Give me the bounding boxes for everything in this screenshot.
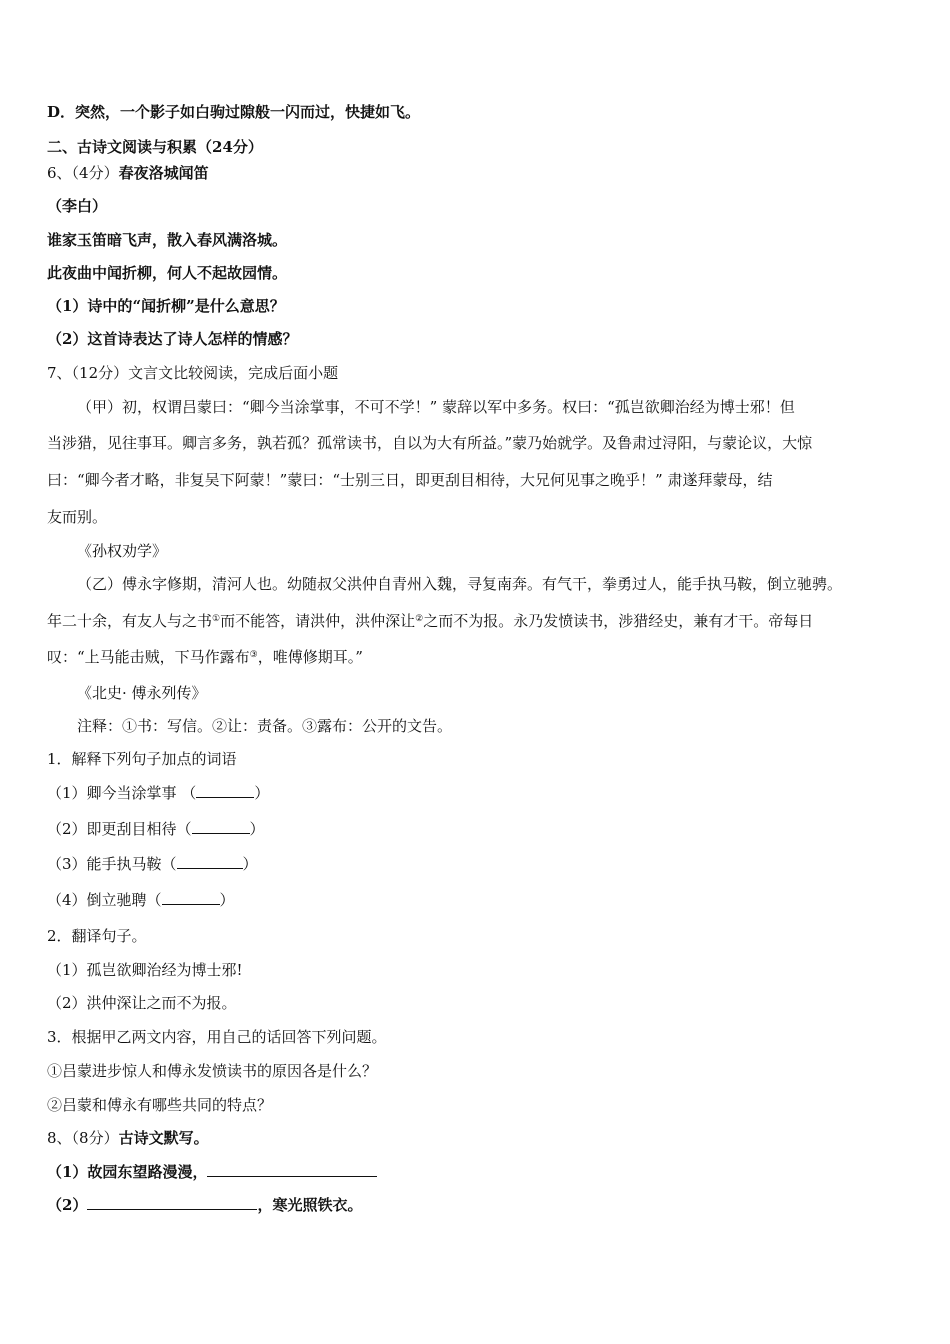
source-2: 《北史· 傅永列传》 bbox=[77, 684, 207, 702]
close-paren: ） bbox=[242, 855, 258, 873]
answer-blank[interactable] bbox=[177, 854, 243, 869]
q6-number: 6、（4分） bbox=[47, 164, 119, 182]
q8-item-1-text: （1）故园东望路漫漫， bbox=[47, 1163, 208, 1181]
q6-sub-1: （1）诗中的“闻折柳”是什么意思？ bbox=[47, 297, 285, 315]
close-paren: ） bbox=[249, 820, 265, 838]
q6-sub-2: （2）这首诗表达了诗人怎样的情感？ bbox=[47, 330, 298, 348]
item-1-3 bbox=[47, 854, 258, 874]
item-3-2: ②吕蒙和傅永有哪些共同的特点？ bbox=[47, 1096, 273, 1114]
poem-line-2: 此夜曲中闻折柳，何人不起故园情。 bbox=[47, 264, 288, 282]
item-2-1: （1）孤岂欲卿治经为博士邪! bbox=[47, 961, 243, 979]
answer-blank[interactable] bbox=[192, 819, 250, 834]
section-title: 二、古诗文阅读与积累（24分） bbox=[47, 138, 263, 156]
yi-text-c: 之而不为报。永乃发愤读书，涉猎经史，兼有才干。帝每日 bbox=[423, 612, 814, 630]
sub-question-3: 3．根据甲乙两文内容，用自己的话回答下列问题。 bbox=[47, 1028, 387, 1046]
answer-blank[interactable] bbox=[196, 783, 254, 798]
q7-heading: 7、（12分）文言文比较阅读，完成后面小题 bbox=[47, 364, 339, 382]
annotation: 注释：①书：写信。②让：责备。③露布：公开的文告。 bbox=[77, 717, 453, 735]
yi-text-a: 年二十余，有友人与之书 bbox=[47, 612, 213, 630]
item-1-2-text: （2）即更刮目相待（ bbox=[47, 820, 192, 838]
passage-jia-line-4: 友而别。 bbox=[47, 508, 108, 526]
q8-item-2-text: ，寒光照铁衣。 bbox=[257, 1196, 363, 1214]
q8-item-1 bbox=[47, 1162, 377, 1182]
sub-question-2: 2．翻译句子。 bbox=[47, 927, 147, 945]
item-3-1: ①吕蒙进步惊人和傅永发愤读书的原因各是什么？ bbox=[47, 1062, 378, 1080]
q6-heading bbox=[47, 163, 209, 183]
item-1-4-text: （4）倒立驰聘（ bbox=[47, 891, 162, 909]
answer-blank[interactable] bbox=[162, 890, 220, 905]
q8-heading bbox=[47, 1128, 209, 1148]
option-d: D．突然，一个影子如白驹过隙般一闪而过，快捷如飞。 bbox=[47, 103, 421, 121]
poem-title: 春夜洛城闻笛 bbox=[118, 164, 209, 182]
item-1-1-text: （1）卿今当涂掌事 （ bbox=[47, 784, 197, 802]
item-2-2: （2）洪仲深让之而不为报。 bbox=[47, 994, 237, 1012]
item-1-2 bbox=[47, 819, 265, 839]
yi-text-e: ，唯傅修期耳。” bbox=[257, 648, 363, 666]
sub-question-1: 1．解释下列句子加点的词语 bbox=[47, 750, 237, 768]
passage-yi-line-2 bbox=[47, 611, 813, 631]
q8-number: 8、（8分） bbox=[47, 1129, 119, 1147]
footnote-mark-3: ③ bbox=[249, 650, 258, 660]
close-paren: ） bbox=[254, 784, 270, 802]
yi-text-d: 叹：“上马能击贼，下马作露布 bbox=[47, 648, 250, 666]
passage-yi-line-1: （乙）傅永字修期，清河人也。幼随叔父洪仲自青州入魏，寻复南奔。有气干，拳勇过人，能手执马鞍，倒立驰骋。 bbox=[77, 575, 843, 593]
poem-author: （李白） bbox=[47, 197, 108, 215]
passage-jia-line-3: 曰：“卿今者才略，非复吴下阿蒙！”蒙曰：“士别三日，即更刮目相待，大兄何见事之晚乎！” 肃遂拜蒙母，结 bbox=[47, 471, 773, 489]
q8-item-2-num: （2） bbox=[47, 1196, 88, 1214]
passage-jia-line-1: （甲）初，权谓吕蒙曰：“卿今当涂掌事，不可不学！” 蒙辞以军中多务。权曰：“孤岂欲卿治经为博士邪！但 bbox=[77, 398, 795, 416]
poem-line-1: 谁家玉笛暗飞声，散入春风满洛城。 bbox=[47, 231, 288, 249]
close-paren: ） bbox=[219, 891, 235, 909]
source-1: 《孙权劝学》 bbox=[77, 542, 168, 560]
item-1-4 bbox=[47, 890, 235, 910]
q8-item-2 bbox=[47, 1195, 362, 1215]
footnote-mark-2: ② bbox=[415, 614, 424, 624]
footnote-mark-1: ① bbox=[212, 614, 221, 624]
item-1-3-text: （3）能手执马鞍（ bbox=[47, 855, 177, 873]
passage-jia-line-2: 当涉猎，见往事耳。卿言多务，孰若孤？孤常读书，自以为大有所益。”蒙乃始就学。及鲁肃过浔阳，与蒙论议，大惊 bbox=[47, 434, 813, 452]
answer-blank[interactable] bbox=[87, 1195, 257, 1210]
q8-title: 古诗文默写。 bbox=[118, 1129, 209, 1147]
yi-text-b: 而不能答，请洪仲，洪仲深让 bbox=[220, 612, 416, 630]
answer-blank[interactable] bbox=[207, 1162, 377, 1177]
item-1-1 bbox=[47, 783, 269, 803]
passage-yi-line-3 bbox=[47, 647, 363, 667]
